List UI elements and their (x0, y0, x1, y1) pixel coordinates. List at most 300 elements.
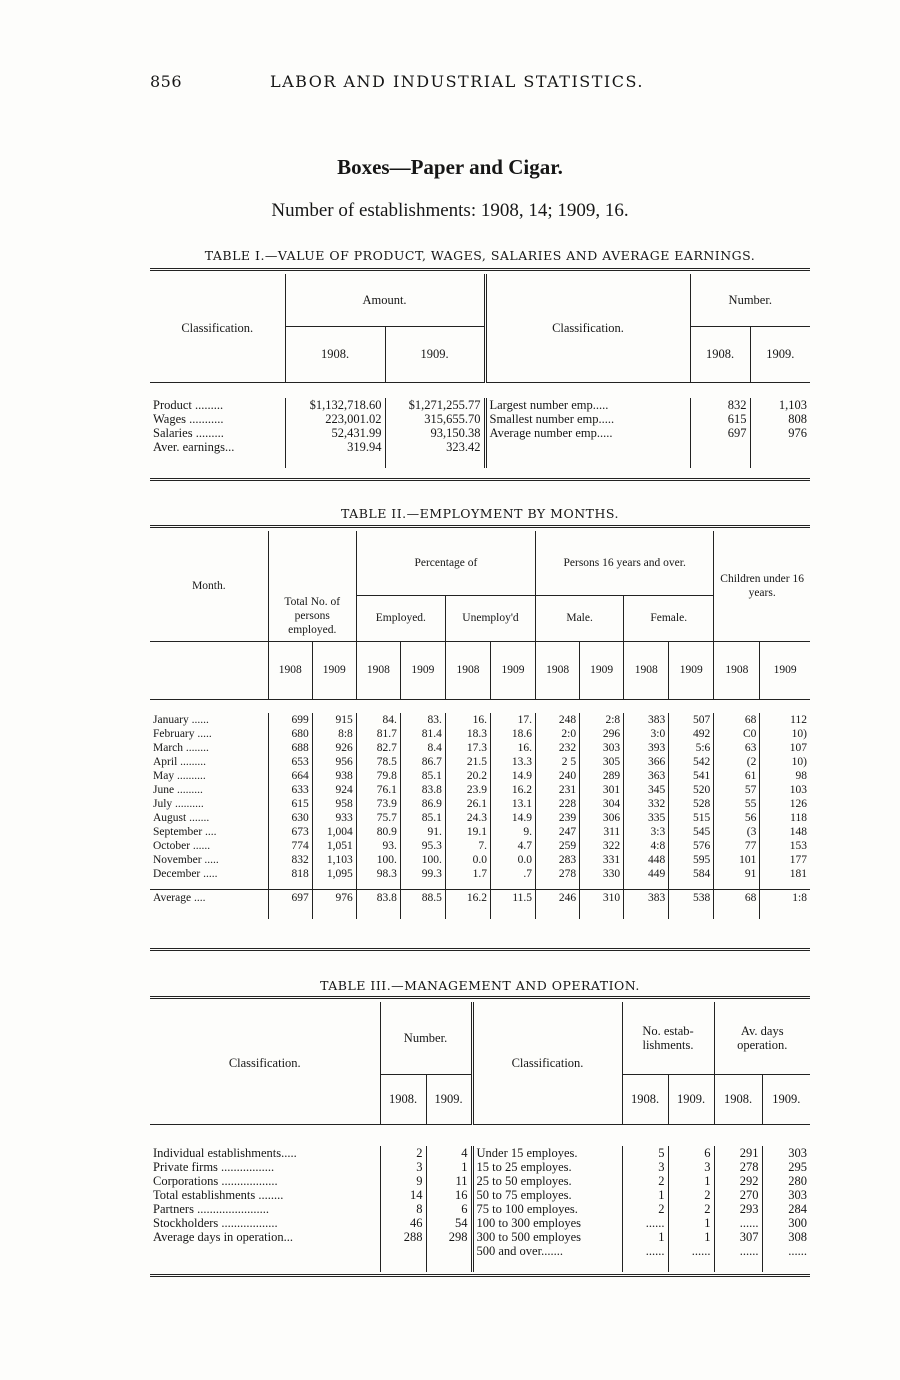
table-cell: 332 (624, 797, 669, 811)
month-label: August ....... (153, 812, 210, 824)
table-cell: 595 (669, 853, 714, 867)
table-cell: 584 (669, 867, 714, 881)
amount-1909: 93,150.38 (385, 426, 485, 440)
days-1909: ...... (762, 1244, 810, 1258)
number-1908: 8 (380, 1202, 426, 1216)
estab-1909: 2 (668, 1188, 714, 1202)
year-1908: 1908 (445, 641, 490, 699)
table-cell: 55 (714, 797, 760, 811)
table-cell: 956 (312, 755, 356, 769)
row-label: Corporations .................. (153, 1174, 278, 1188)
table-row (150, 440, 810, 454)
table-cell: 153 (760, 839, 810, 853)
table-cell: 126 (760, 797, 810, 811)
table-row (150, 1230, 810, 1244)
table-cell: 13.3 (490, 755, 535, 769)
number-1908 (690, 440, 750, 454)
table-cell: 26.1 (445, 797, 490, 811)
row-label-2: 50 to 75 employes. (472, 1188, 622, 1202)
number-1908: 2 (380, 1146, 426, 1160)
table-cell: 7. (445, 839, 490, 853)
estab-1909: 1 (668, 1174, 714, 1188)
table-cell: 507 (669, 713, 714, 727)
average-cell: 976 (312, 889, 356, 907)
table-cell: 23.9 (445, 783, 490, 797)
row-label: Private firms ................. (153, 1160, 275, 1174)
table-cell: 335 (624, 811, 669, 825)
table-cell: 10) (760, 727, 810, 741)
table-row (150, 1160, 810, 1174)
table-cell: 926 (312, 741, 356, 755)
month-label: March ........ (153, 742, 209, 754)
table1-bottom-rule (150, 478, 810, 481)
table-cell: 14.9 (490, 769, 535, 783)
number-1909: 11 (426, 1174, 472, 1188)
table-cell: 1,103 (312, 853, 356, 867)
table-row (150, 713, 810, 727)
table2-top-rule (150, 525, 810, 528)
table-cell: 448 (624, 853, 669, 867)
row-label: Individual establishments..... (153, 1146, 297, 1160)
table-cell: 680 (268, 727, 312, 741)
table-cell: 958 (312, 797, 356, 811)
days-1909: 308 (762, 1230, 810, 1244)
table-row (150, 1202, 810, 1216)
year-1908: 1908 (268, 641, 312, 699)
year-1909: 1909 (669, 641, 714, 699)
estab-1909: 2 (668, 1202, 714, 1216)
days-1908: 292 (714, 1174, 762, 1188)
month-label: June ......... (153, 784, 203, 796)
month-label: October ...... (153, 840, 211, 852)
table-cell: 289 (580, 769, 624, 783)
table-row (150, 741, 810, 755)
table3-num-year-1909: 1909. (426, 1074, 472, 1124)
table-cell: 345 (624, 783, 669, 797)
table-row (150, 412, 810, 426)
month-label: November ..... (153, 854, 219, 866)
month-label: May .......... (153, 770, 206, 782)
table3 (150, 1002, 810, 1272)
table-cell: 81.7 (356, 727, 400, 741)
table-row (150, 853, 810, 867)
table-cell: 181 (760, 867, 810, 881)
table-cell: 673 (268, 825, 312, 839)
table-cell: 21.5 (445, 755, 490, 769)
table-cell: 107 (760, 741, 810, 755)
table1-classification-header: Classification. (181, 320, 254, 335)
table-cell: 699 (268, 713, 312, 727)
table2-persons-header: Persons 16 years and over. (536, 531, 714, 595)
table-cell: .7 (490, 867, 535, 881)
table-cell: 98.3 (356, 867, 400, 881)
table3-days-year-1908: 1908. (714, 1074, 762, 1124)
days-1909: 280 (762, 1174, 810, 1188)
table-row (150, 825, 810, 839)
month-label: December ..... (153, 868, 218, 880)
year-1908: 1908 (536, 641, 580, 699)
table-cell: 19.1 (445, 825, 490, 839)
average-cell: 697 (268, 889, 312, 907)
table-cell: 148 (760, 825, 810, 839)
number-1909: 54 (426, 1216, 472, 1230)
table-cell: 82.7 (356, 741, 400, 755)
table-cell: 1.7 (445, 867, 490, 881)
average-cell: 246 (536, 889, 580, 907)
table-cell: 311 (580, 825, 624, 839)
table-cell: 393 (624, 741, 669, 755)
table1-num-year-1909: 1909. (750, 326, 810, 382)
table-cell: 259 (536, 839, 580, 853)
estab-1909: 3 (668, 1160, 714, 1174)
row-label (150, 1244, 380, 1258)
table-cell: 93. (356, 839, 400, 853)
table-cell: 91 (714, 867, 760, 881)
table-cell: 18.6 (490, 727, 535, 741)
table-row (150, 1244, 810, 1258)
year-1908: 1908 (624, 641, 669, 699)
estab-1908: 3 (622, 1160, 668, 1174)
table-cell: 4:8 (624, 839, 669, 853)
estab-1908: 1 (622, 1188, 668, 1202)
row-label: Salaries ......... (153, 426, 224, 440)
number-1909: 4 (426, 1146, 472, 1160)
table-cell: 18.3 (445, 727, 490, 741)
table-cell: 545 (669, 825, 714, 839)
table-row (150, 839, 810, 853)
table1-year-1908: 1908. (285, 326, 385, 382)
table-cell: 2:8 (580, 713, 624, 727)
table-cell: 101 (714, 853, 760, 867)
table-cell: 322 (580, 839, 624, 853)
table-cell: 14.9 (490, 811, 535, 825)
table2-male-header: Male. (536, 595, 624, 641)
row-label-2: Average number emp..... (485, 426, 690, 440)
table-cell: 520 (669, 783, 714, 797)
table-cell: 85.1 (400, 769, 445, 783)
table-cell: 61 (714, 769, 760, 783)
estab-1909: 1 (668, 1230, 714, 1244)
running-title: LABOR AND INDUSTRIAL STATISTICS. (270, 72, 644, 91)
table-cell: 240 (536, 769, 580, 783)
month-label: February ..... (153, 728, 212, 740)
table3-classification-header-2: Classification. (472, 1002, 622, 1124)
row-label: Wages ........... (153, 412, 224, 426)
days-1909: 303 (762, 1188, 810, 1202)
table-cell: 20.2 (445, 769, 490, 783)
days-1908: ...... (714, 1216, 762, 1230)
table-cell: 57 (714, 783, 760, 797)
table-cell: 112 (760, 713, 810, 727)
number-1908: 9 (380, 1174, 426, 1188)
table3-bottom-rule (150, 1274, 810, 1277)
number-1909: 1 (426, 1160, 472, 1174)
table-cell: 2:0 (536, 727, 580, 741)
table-row (150, 867, 810, 881)
table-row (150, 755, 810, 769)
table-cell: 78.5 (356, 755, 400, 769)
year-1908: 1908 (714, 641, 760, 699)
table-cell: 4.7 (490, 839, 535, 853)
number-1908 (380, 1244, 426, 1258)
table-cell: 774 (268, 839, 312, 853)
row-label: Aver. earnings... (153, 440, 235, 454)
table-cell: 283 (536, 853, 580, 867)
estab-1908: ...... (622, 1244, 668, 1258)
table-cell: 86.7 (400, 755, 445, 769)
table-cell: 1,095 (312, 867, 356, 881)
row-label-2: 300 to 500 employes (472, 1230, 622, 1244)
table2 (150, 531, 810, 919)
table1-num-year-1908: 1908. (690, 326, 750, 382)
table-cell: 630 (268, 811, 312, 825)
table-cell: 304 (580, 797, 624, 811)
table-cell: 542 (669, 755, 714, 769)
table-cell: 98 (760, 769, 810, 783)
number-1909: 1,103 (750, 398, 810, 412)
table-cell: 100. (356, 853, 400, 867)
table-cell: 528 (669, 797, 714, 811)
row-label: Partners ....................... (153, 1202, 269, 1216)
days-1908: 307 (714, 1230, 762, 1244)
table-cell: 933 (312, 811, 356, 825)
page-title: Boxes—Paper and Cigar. (337, 155, 563, 179)
amount-1909: 323.42 (385, 440, 485, 454)
table-cell: 8:8 (312, 727, 356, 741)
row-label: Stockholders .................. (153, 1216, 278, 1230)
row-label-2: Largest number emp..... (485, 398, 690, 412)
table-cell: 75.7 (356, 811, 400, 825)
table-cell: 80.9 (356, 825, 400, 839)
table-cell: 305 (580, 755, 624, 769)
table-cell: 615 (268, 797, 312, 811)
estab-1908: 2 (622, 1174, 668, 1188)
table-cell: 68 (714, 713, 760, 727)
table-cell: 301 (580, 783, 624, 797)
estab-1909: 1 (668, 1216, 714, 1230)
month-label: January ...... (153, 714, 209, 726)
table-row (150, 727, 810, 741)
table-cell: 633 (268, 783, 312, 797)
table-row (150, 1216, 810, 1230)
row-label-2: 100 to 300 employes (472, 1216, 622, 1230)
table-cell: 330 (580, 867, 624, 881)
table-cell: 84. (356, 713, 400, 727)
table-cell: 915 (312, 713, 356, 727)
table-cell: C0 (714, 727, 760, 741)
number-1908: 46 (380, 1216, 426, 1230)
table-cell: 832 (268, 853, 312, 867)
table-cell: 2 5 (536, 755, 580, 769)
table2-month-header: Month. (192, 579, 226, 592)
table-cell: 17. (490, 713, 535, 727)
days-1908: 293 (714, 1202, 762, 1216)
table3-estab-header: No. estab- lishments. (622, 1002, 714, 1074)
table1 (150, 274, 810, 468)
table-cell: 9. (490, 825, 535, 839)
row-label-2: 15 to 25 employes. (472, 1160, 622, 1174)
number-1909: 808 (750, 412, 810, 426)
table-cell: 247 (536, 825, 580, 839)
table3-estab-year-1909: 1909. (668, 1074, 714, 1124)
table-cell: 0.0 (445, 853, 490, 867)
number-1909: 976 (750, 426, 810, 440)
number-1908: 832 (690, 398, 750, 412)
table-cell: 515 (669, 811, 714, 825)
table3-caption: TABLE III.—MANAGEMENT AND OPERATION. (320, 978, 640, 993)
table1-classification-header-2: Classification. (485, 274, 690, 382)
average-cell: 16.2 (445, 889, 490, 907)
row-label: Product ......... (153, 398, 224, 412)
average-row (150, 889, 810, 907)
table-cell: 83. (400, 713, 445, 727)
table-cell: 366 (624, 755, 669, 769)
table3-classification-header: Classification. (228, 1055, 301, 1070)
row-label-2: 500 and over....... (472, 1244, 622, 1258)
amount-1908: $1,132,718.60 (285, 398, 385, 412)
table2-children-header: Children under 16 years. (714, 531, 810, 641)
table-cell: 383 (624, 713, 669, 727)
average-cell: 11.5 (490, 889, 535, 907)
table-cell: 449 (624, 867, 669, 881)
table1-top-rule (150, 268, 810, 271)
days-1909: 284 (762, 1202, 810, 1216)
year-1909: 1909 (312, 641, 356, 699)
average-cell: 83.8 (356, 889, 400, 907)
number-1909: 6 (426, 1202, 472, 1216)
table1-amount-header: Amount. (285, 274, 485, 326)
estab-1909: ...... (668, 1244, 714, 1258)
table-cell: 99.3 (400, 867, 445, 881)
table-cell: 16. (490, 741, 535, 755)
days-1909: 300 (762, 1216, 810, 1230)
table1-year-1909: 1909. (385, 326, 485, 382)
table-cell: 818 (268, 867, 312, 881)
table-cell: 100. (400, 853, 445, 867)
table-cell: 16. (445, 713, 490, 727)
amount-1909: 315,655.70 (385, 412, 485, 426)
row-label-2: 25 to 50 employes. (472, 1174, 622, 1188)
table-row (150, 1146, 810, 1160)
table-cell: 938 (312, 769, 356, 783)
average-cell: 88.5 (400, 889, 445, 907)
table-cell: 664 (268, 769, 312, 783)
days-1908: ...... (714, 1244, 762, 1258)
average-cell: 68 (714, 889, 760, 907)
amount-1908: 52,431.99 (285, 426, 385, 440)
number-1908: 288 (380, 1230, 426, 1244)
table-cell: 86.9 (400, 797, 445, 811)
table-cell: 228 (536, 797, 580, 811)
table-cell: 306 (580, 811, 624, 825)
amount-1909: $1,271,255.77 (385, 398, 485, 412)
year-1908: 1908 (356, 641, 400, 699)
table-cell: 239 (536, 811, 580, 825)
row-label-2: 75 to 100 employes. (472, 1202, 622, 1216)
table-cell: 81.4 (400, 727, 445, 741)
table2-total-header: Total No. of persons employed. (268, 531, 356, 641)
year-1909: 1909 (490, 641, 535, 699)
table-cell: 56 (714, 811, 760, 825)
table-cell: 232 (536, 741, 580, 755)
table-cell: 331 (580, 853, 624, 867)
table-cell: 924 (312, 783, 356, 797)
table-cell: 13.1 (490, 797, 535, 811)
estab-1908: 5 (622, 1146, 668, 1160)
table-cell: 492 (669, 727, 714, 741)
table-cell: 248 (536, 713, 580, 727)
table-cell: 77 (714, 839, 760, 853)
table-row (150, 426, 810, 440)
number-1909 (426, 1244, 472, 1258)
row-label-2 (485, 440, 690, 454)
table-cell: 95.3 (400, 839, 445, 853)
table1-number-header: Number. (690, 274, 810, 326)
table-cell: 278 (536, 867, 580, 881)
table-cell: 3:0 (624, 727, 669, 741)
number-1908: 14 (380, 1188, 426, 1202)
table-row (150, 783, 810, 797)
number-1909 (750, 440, 810, 454)
table-cell: 1,051 (312, 839, 356, 853)
estab-1908: 1 (622, 1230, 668, 1244)
number-1908: 3 (380, 1160, 426, 1174)
table-cell: 8.4 (400, 741, 445, 755)
days-1908: 291 (714, 1146, 762, 1160)
table-cell: 16.2 (490, 783, 535, 797)
estab-1908: ...... (622, 1216, 668, 1230)
table-cell: 303 (580, 741, 624, 755)
table-cell: 85.1 (400, 811, 445, 825)
month-label: April ......... (153, 756, 207, 768)
table3-top-rule (150, 996, 810, 999)
table-cell: 653 (268, 755, 312, 769)
table3-estab-year-1908: 1908. (622, 1074, 668, 1124)
number-1909: 298 (426, 1230, 472, 1244)
table-cell: 73.9 (356, 797, 400, 811)
table-cell: (3 (714, 825, 760, 839)
row-label-2: Under 15 employes. (472, 1146, 622, 1160)
page-subtitle: Number of establishments: 1908, 14; 1909, 16. (271, 200, 629, 221)
table-cell: 17.3 (445, 741, 490, 755)
table-cell: 63 (714, 741, 760, 755)
table-cell: 0.0 (490, 853, 535, 867)
year-1909: 1909 (400, 641, 445, 699)
days-1908: 270 (714, 1188, 762, 1202)
table-cell: 3:3 (624, 825, 669, 839)
table-cell: (2 (714, 755, 760, 769)
days-1908: 278 (714, 1160, 762, 1174)
table-cell: 10) (760, 755, 810, 769)
table-cell: 76.1 (356, 783, 400, 797)
table-cell: 103 (760, 783, 810, 797)
row-label-2: Smallest number emp..... (485, 412, 690, 426)
table-row (150, 769, 810, 783)
table3-days-year-1909: 1909. (762, 1074, 810, 1124)
table-cell: 576 (669, 839, 714, 853)
table-cell: 1,004 (312, 825, 356, 839)
number-1909: 16 (426, 1188, 472, 1202)
table2-employed-header: Employed. (356, 595, 445, 641)
average-cell: 538 (669, 889, 714, 907)
table-cell: 5:6 (669, 741, 714, 755)
table-row (150, 1188, 810, 1202)
estab-1909: 6 (668, 1146, 714, 1160)
table1-caption: TABLE I.—VALUE OF PRODUCT, WAGES, SALARIES AND AVERAGE EARNINGS. (204, 248, 756, 263)
row-label: Total establishments ........ (153, 1188, 284, 1202)
table-cell: 296 (580, 727, 624, 741)
table3-number-header: Number. (380, 1002, 472, 1074)
